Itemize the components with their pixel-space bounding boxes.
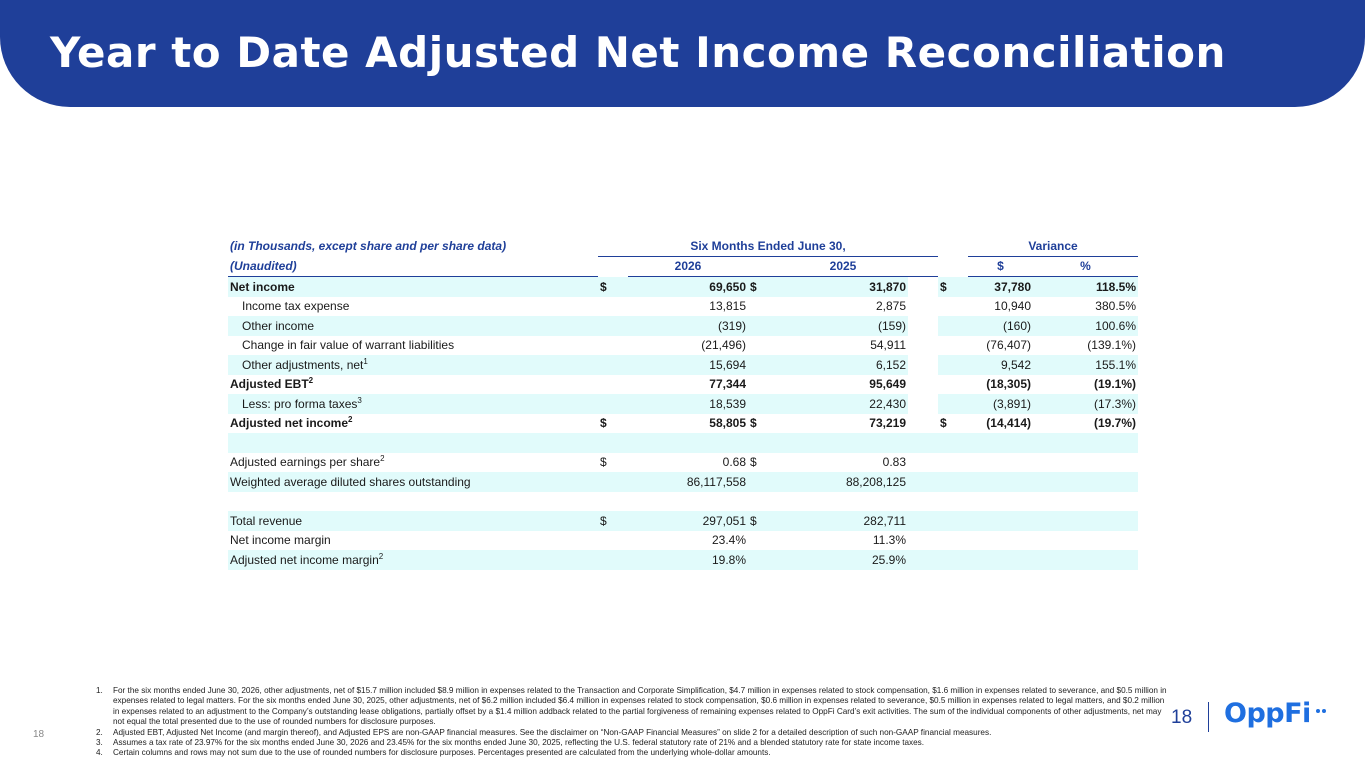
- logo-dots-icon: [1316, 700, 1328, 718]
- footnote-ref: 2: [348, 415, 353, 425]
- value-2026: (21,496): [701, 338, 746, 353]
- footnote-ref: 3: [357, 395, 362, 405]
- currency-symbol: $: [750, 455, 757, 470]
- variance-pct: (139.1%): [1087, 338, 1136, 353]
- currency-symbol: $: [748, 277, 778, 297]
- value-2025: 0.83: [882, 455, 906, 470]
- slide-number-small: 18: [33, 729, 45, 740]
- footnote-text: Certain columns and rows may not sum due to the use of rounded numbers for disclosure purposes. Percentages presented are calculated from the underlying whole-dollar amounts.: [113, 748, 771, 758]
- value-2025: 31,870: [778, 277, 908, 297]
- value-2025: 95,649: [869, 377, 906, 392]
- footer-divider: [1208, 702, 1209, 732]
- footnote-item: [96, 748, 1171, 758]
- row-label-text: Adjusted EBT: [230, 377, 309, 392]
- footnote-text: For the six months ended June 30, 2026, other adjustments, net of $15.7 million included $8.9 million in expenses related to the Transaction and Corporate Simplification, $4.7 million in expenses related to stock compensation, $1.6 million in expenses related to severance, and $0.5 million in expenses related to legal matters. For the six months ended June 30, 2025, other adjustments, net of $6.2 million included $6.4 million in expenses related to stock compensation, $0.6 million in expenses related to severance, $0.5 million in expenses related to legal matters, and $0.2 million in expenses related to an adjustment to the Company’s outstanding lease obligations, partially offset by a $1.4 million addback related to the partial forgiveness of remaining expenses related to OppFi Card’s exit activities. The sum of the individual components of other adjustments, net may not equal the total presented due to the use of rounded numbers for disclosure purposes.: [113, 686, 1167, 727]
- value-2025: 73,219: [869, 416, 906, 431]
- footnote-number: 3.: [96, 738, 103, 748]
- value-2025: 88,208,125: [778, 472, 908, 492]
- table-row: [228, 414, 1138, 434]
- units-label: (in Thousands, except share and per share data): [230, 239, 507, 253]
- currency-symbol: $: [600, 455, 607, 470]
- table-row: [228, 531, 1138, 551]
- footnote-text: Adjusted EBT, Adjusted Net Income (and margin thereof), and Adjusted EPS are non-GAAP financial measures. See the disclaimer on “Non-GAAP Financial Measures” on slide 2 for a detailed description of such non-GAAP financial measures.: [113, 727, 992, 737]
- variance-dollar: (76,407): [986, 338, 1031, 353]
- variance-dollar: 10,940: [994, 299, 1031, 314]
- currency-symbol: $: [748, 511, 778, 531]
- unaudited-label: (Unaudited): [228, 256, 598, 277]
- footnote-number: 1.: [96, 686, 103, 695]
- footnote-ref: 2: [378, 551, 384, 561]
- row-label-text: Less: pro forma taxes: [242, 396, 358, 411]
- row-label: Income tax expense: [242, 299, 350, 314]
- variance-pct: 155.1%: [1033, 355, 1138, 375]
- value-2025: 54,911: [870, 338, 906, 353]
- row-label-text: Adjusted net income: [230, 416, 349, 431]
- row-label: [228, 414, 598, 434]
- variance-pct: (17.3%): [1033, 394, 1138, 414]
- footnotes: [96, 686, 1171, 759]
- value-2025: 282,711: [778, 511, 908, 531]
- row-label: Change in fair value of warrant liabilities: [242, 338, 455, 353]
- table-row: [228, 472, 1138, 492]
- footnote-item: [96, 738, 1171, 748]
- variance-header: Variance: [968, 236, 1138, 256]
- row-label: [228, 550, 598, 570]
- variance-pct-header: %: [1033, 256, 1138, 277]
- value-2026: 58,805: [709, 416, 746, 431]
- table-row: [228, 316, 1138, 336]
- currency-symbol: $: [750, 416, 757, 431]
- row-label: Total revenue: [228, 511, 598, 531]
- row-label-text: Adjusted earnings per share: [230, 455, 381, 470]
- row-label-text: Adjusted net income margin: [230, 552, 379, 567]
- value-2026: 23.4%: [711, 533, 746, 548]
- table-row: [228, 453, 1138, 473]
- spacer-row: [228, 492, 1138, 512]
- value-2026: 297,051: [628, 511, 748, 531]
- value-2026: 86,117,558: [628, 472, 748, 492]
- row-label: Net income margin: [230, 533, 331, 548]
- row-label-text: Other adjustments, net: [242, 357, 364, 372]
- currency-symbol: $: [938, 277, 968, 297]
- row-label: Weighted average diluted shares outstanding: [228, 472, 598, 492]
- spacer-row: [228, 433, 1138, 453]
- row-label: [228, 453, 598, 473]
- variance-dollar: (160): [968, 316, 1033, 336]
- variance-pct: 100.6%: [1033, 316, 1138, 336]
- table-header-row-2: [228, 256, 1138, 277]
- year-2026-header: 2026: [628, 256, 748, 277]
- variance-dollar: 9,542: [968, 355, 1033, 375]
- table-row: [228, 511, 1138, 531]
- variance-pct: 380.5%: [1095, 299, 1136, 314]
- currency-symbol: $: [600, 416, 607, 431]
- variance-dollar: 37,780: [968, 277, 1033, 297]
- footnote-text: Assumes a tax rate of 23.97% for the six months ended June 30, 2026 and 23.45% for the six months ended June 30, 2025, reflecting the U.S. federal statutory rate of 21% and a blended statutory rate for state income taxes.: [113, 738, 925, 748]
- table-row: [228, 336, 1138, 356]
- value-2025: 22,430: [778, 394, 908, 414]
- table-row: [228, 394, 1138, 414]
- variance-dollar: (18,305): [986, 377, 1031, 392]
- year-2025-header: 2025: [748, 256, 938, 277]
- footnote-number: 4.: [96, 748, 103, 758]
- value-2025: (159): [778, 316, 908, 336]
- variance-dollar: (3,891): [968, 394, 1033, 414]
- table-header-row-1: [228, 236, 1138, 256]
- footnote-ref: 2: [308, 376, 314, 386]
- variance-dollar: (14,414): [986, 416, 1031, 431]
- table-row: [228, 277, 1138, 297]
- period-header: Six Months Ended June 30,: [598, 236, 938, 256]
- row-label: [228, 355, 598, 375]
- value-2026: (319): [628, 316, 748, 336]
- page-title: Year to Date Adjusted Net Income Reconciliation: [50, 28, 1226, 77]
- table-row: [228, 550, 1138, 570]
- currency-symbol: $: [598, 511, 628, 531]
- footnote-item: [96, 686, 1171, 728]
- footnote-ref: 1: [363, 356, 368, 366]
- oppfi-logo: OppFi: [1224, 698, 1311, 729]
- row-label: Net income: [228, 277, 598, 297]
- table-row: [228, 375, 1138, 395]
- value-2026: 13,815: [709, 299, 746, 314]
- value-2025: 25.9%: [778, 550, 908, 570]
- row-label: Other income: [228, 316, 598, 336]
- currency-symbol: $: [940, 416, 947, 431]
- footnote-number: 2.: [96, 727, 103, 737]
- table-row: [228, 297, 1138, 317]
- value-2026: 18,539: [628, 394, 748, 414]
- value-2026: 0.68: [722, 455, 746, 470]
- reconciliation-table: [228, 236, 1138, 570]
- table-row: [228, 355, 1138, 375]
- variance-pct: (19.7%): [1093, 416, 1136, 431]
- slide-number: 18: [1171, 707, 1193, 728]
- value-2025: 2,875: [875, 299, 906, 314]
- row-label: [228, 394, 598, 414]
- variance-dollar-header: $: [968, 256, 1033, 277]
- value-2025: 6,152: [778, 355, 908, 375]
- value-2025: 11.3%: [872, 533, 906, 548]
- value-2026: 19.8%: [628, 550, 748, 570]
- variance-pct: 118.5%: [1033, 277, 1138, 297]
- currency-symbol: $: [598, 277, 628, 297]
- value-2026: 77,344: [709, 377, 746, 392]
- row-label: [228, 375, 598, 395]
- value-2026: 15,694: [628, 355, 748, 375]
- footnote-ref: 2: [380, 454, 385, 464]
- value-2026: 69,650: [628, 277, 748, 297]
- footnote-item: [96, 728, 1171, 738]
- variance-pct: (19.1%): [1093, 377, 1136, 392]
